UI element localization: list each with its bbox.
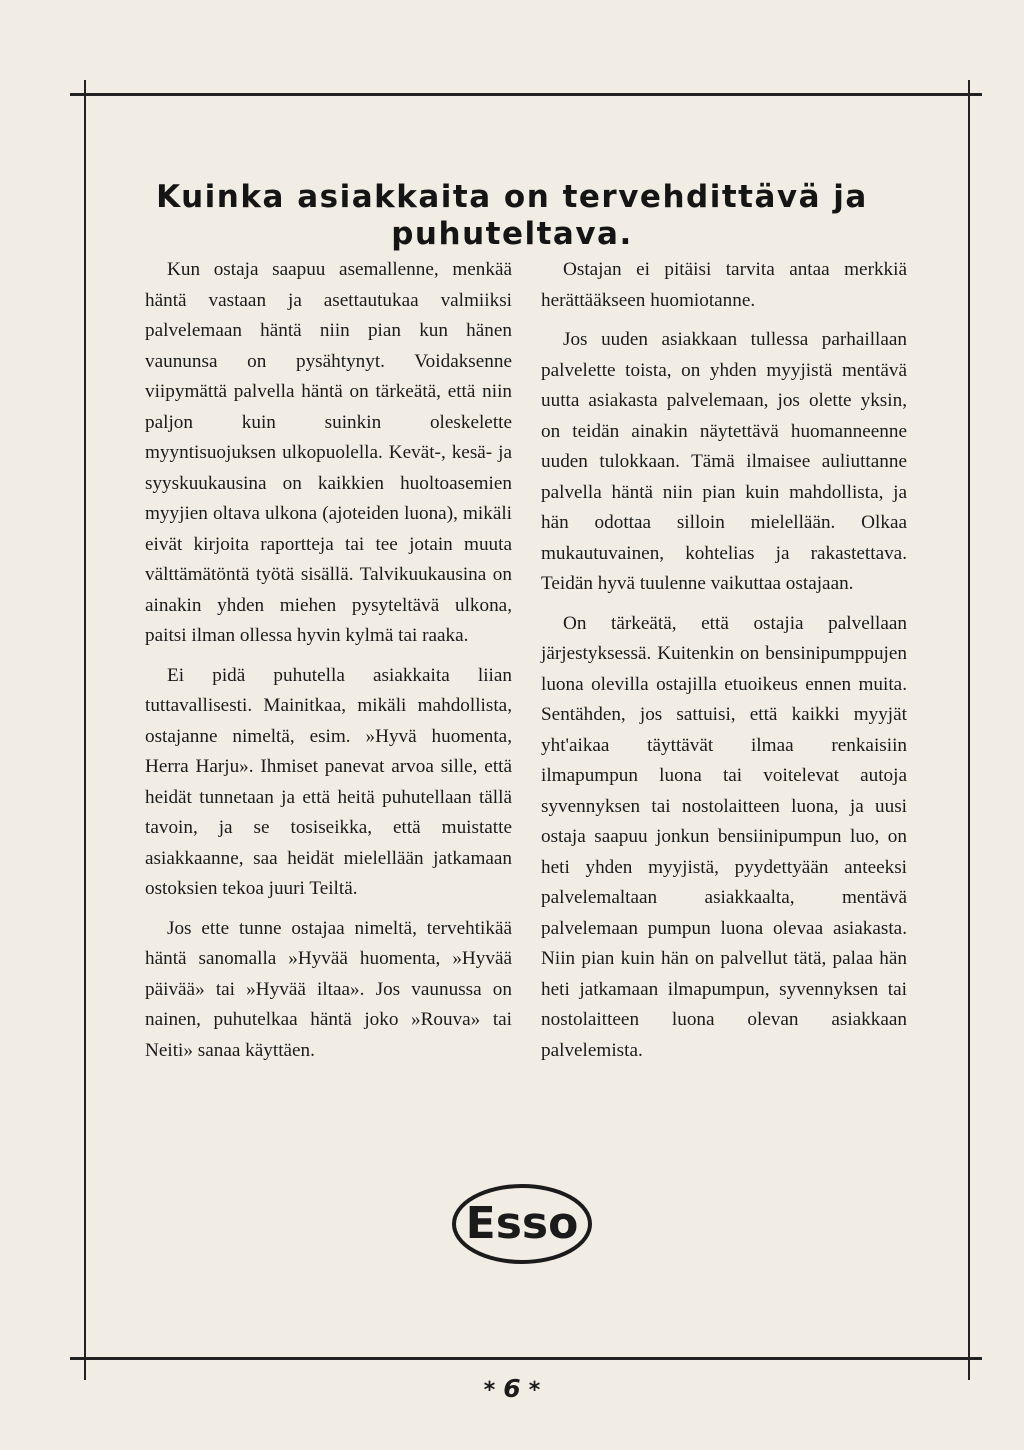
folio-left-mark: * xyxy=(483,1378,496,1403)
left-frame-line xyxy=(84,80,86,1380)
top-rule xyxy=(70,93,982,96)
folio-number: 6 xyxy=(503,1374,521,1403)
folio-right-mark: * xyxy=(528,1378,541,1403)
paragraph: Kun ostaja saapuu asemallenne, menkää häntä vastaan ja asettautukaa valmiiksi palvelemaan häntä niin pian kun hänen vaununsa on pysähtynyt. Voidaksenne viipymättä palvella häntä on tärkeätä, että niin paljon kuin suinkin oleskelette myyntisuojuksen ulkopuolella. Kevät-, kesä- ja syyskuukausina on kaikkien huoltoasemien myyjien oltava ulkona (ajoteiden luona), mikäli eivät kirjoita raportteja tai tee jotain muuta välttämätöntä työtä sisällä. Talvikuukausina on ainakin yhden miehen pysyteltävä ulkona, paitsi ilman ollessa hyvin kylmä tai raaka. xyxy=(145,259,512,646)
page-number xyxy=(462,1374,562,1403)
paragraph: On tärkeätä, että ostajia palvellaan järjestyksessä. Kuitenkin on bensinipumppujen luona olevilla ostajilla etuoikeus ennen muita. Sentähden, jos sattuisi, että kaikki myyjät yht'aikaa täyttävät ilmaa renkaisiin ilmapumpun luona tai voitelevat autoja syvennyksen tai nostolaitteen luona, ja uusi ostaja saapuu jonkun bensiinipumpun luo, on heti yhden myyjistä, pyydettyään anteeksi palvelemaltaan asiakkaalta, mentävä palvelemaan pumpun luona olevaa asiakasta. Niin pian kuin hän on palvellut tätä, palaa hän heti jatkamaan ilmapumpun, syvennyksen tai nostolaitteen luona olevan asiakkaan palvelemista. xyxy=(541,612,907,1061)
paragraph: Ostajan ei pitäisi tarvita antaa merkkiä herättääkseen huomiotanne. xyxy=(541,259,907,311)
right-frame-line xyxy=(968,80,970,1380)
logo-text: Esso xyxy=(465,1198,579,1249)
paragraph: Ei pidä puhutella asiakkaita liian tuttavallisesti. Mainitkaa, mikäli mahdollista, ostajanne nimeltä, esim. »Hyvä huomenta, Herra Harju». Ihmiset panevat arvoa sille, että heidät tunnetaan ja että heitä puhutellaan tällä tavoin, ja se tosiseikka, että muistatte asiakkaanne, saa heidät mielellään jatkamaan ostoksien tekoa juuri Teiltä. xyxy=(145,664,512,899)
paragraph: Jos uuden asiakkaan tullessa parhaillaan palvelette toista, on yhden myyjistä mentävä uutta asiakasta palvelemaan, jos olette yksin, on teidän ainakin näytettävä huomanneenne uuden tulokkaan. Tämä ilmaisee auliuttanne palvella häntä niin pian kuin mahdollista, ja hän odottaa silloin mielellään. Olkaa mukautuvainen, kohtelias ja rakastettava. Teidän hyvä tuulenne vaikuttaa ostajaan. xyxy=(541,329,907,594)
paragraph: Jos ette tunne ostajaa nimeltä, tervehtikää häntä sanomalla »Hyvää huomenta, »Hyvää päivää» tai »Hyvää iltaa». Jos vaunussa on nainen, puhutelkaa häntä joko »Rouva» tai Neiti» sanaa käyttäen. xyxy=(145,917,512,1061)
right-column xyxy=(541,255,907,1075)
bottom-rule xyxy=(70,1357,982,1360)
page-title: Kuinka asiakkaita on tervehdittävä ja puhuteltava. xyxy=(156,178,868,252)
esso-oval-logo xyxy=(451,1183,593,1265)
left-column xyxy=(145,255,512,1075)
